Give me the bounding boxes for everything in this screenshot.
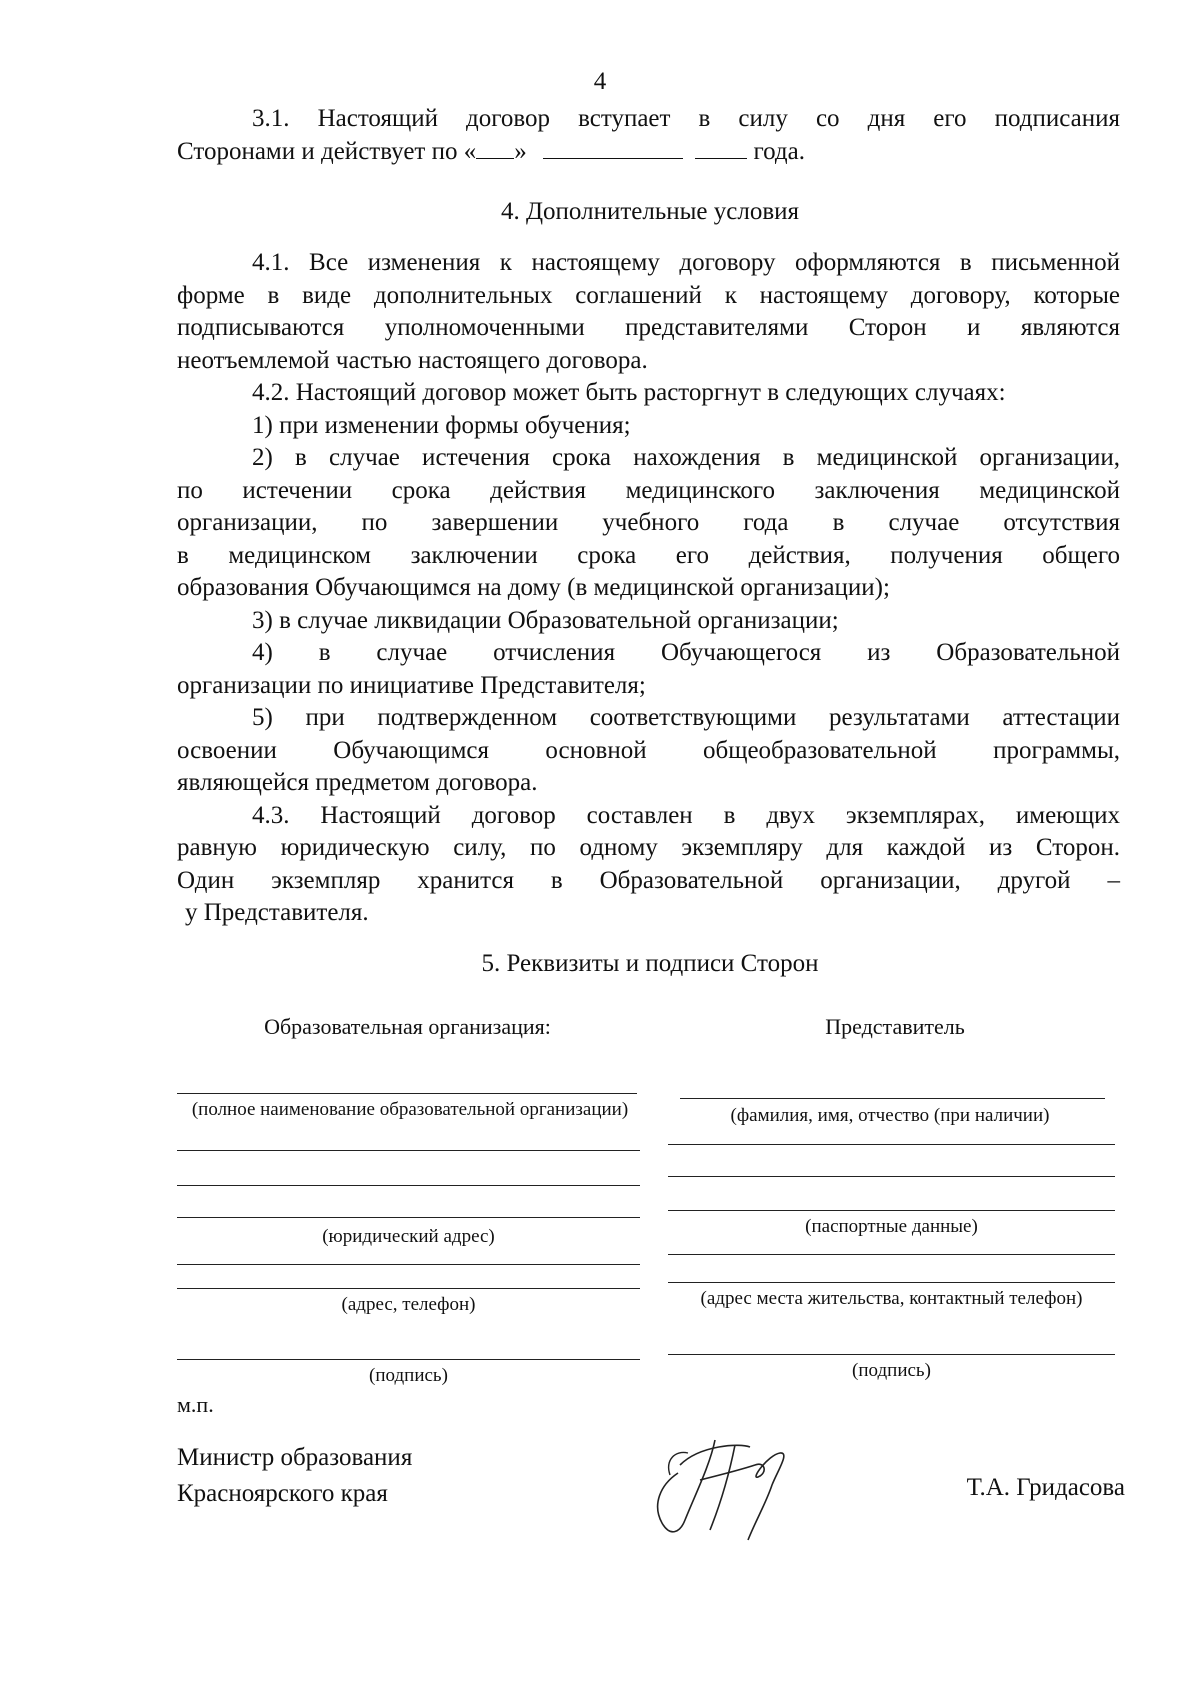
rep-passport-line [668,1210,1115,1211]
minister-position [177,1440,412,1512]
right-column-title: Представитель [825,1014,965,1039]
item-5-line1: 5) при подтвержденном соответствующими результатами аттестации [252,704,1120,731]
item-4-line2: организации по инициативе Представителя; [177,671,646,699]
item-1: 1) при изменении формы обучения; [252,411,631,439]
p4-2: 4.2. Настоящий договор может быть расторгнут в следующих случаях: [252,379,1006,406]
clause-3-1 [177,103,1120,168]
rep-extra-line-1 [668,1144,1115,1145]
p4-3-line4: у Представителя. [185,899,369,926]
rep-passport-caption: (паспортные данные) [805,1216,978,1237]
clause-3-1-line1: 3.1. Настоящий договор вступает в силу со дня его подписания [252,105,1120,132]
org-signature-caption: (подпись) [369,1365,448,1386]
clause-3-1-line2 [177,136,1120,169]
day-blank [476,138,514,159]
left-column-title: Образовательная организация: [264,1014,551,1039]
item-3: 3) в случае ликвидации Образовательной организации; [252,606,839,634]
item-2-line3: организации, по завершении учебного года в случае отсутствия [177,509,1120,536]
rep-contacts-line-2 [668,1282,1115,1283]
section-4-body [177,247,1120,930]
org-extra-line-1 [177,1150,640,1151]
org-contacts-line-2 [177,1288,640,1289]
org-name-caption: (полное наименование образовательной организации) [191,1099,629,1120]
minister-position-line1: Министр образования [177,1444,413,1471]
rep-signature-caption: (подпись) [852,1360,931,1381]
clause-3-1-prefix: Сторонами и действует по « [177,137,477,165]
p4-3-line1: 4.3. Настоящий договор составлен в двух экземплярах, имеющих [252,801,1120,829]
rep-name-line [680,1098,1105,1099]
item-2-line4: в медицинском заключении срока его действия, получения общего [177,541,1120,569]
rep-name-caption: (фамилия, имя, отчество (при наличии) [730,1105,1050,1126]
section-4-heading: 4. Дополнительные условия [500,198,799,225]
org-extra-line-2 [177,1185,640,1186]
org-address-line [177,1217,640,1218]
org-address-caption: (юридический адрес) [322,1226,495,1247]
org-name-line [177,1093,637,1094]
p4-3-line3: Один экземпляр хранится в Образовательной организации, другой – [177,866,1120,894]
handwritten-signature [640,1425,810,1545]
p4-3-line2: равную юридическую силу, по одному экземпляру для каждой из Сторон. [177,834,1120,861]
p4-1-line4: неотъемлемой частью настоящего договора. [177,346,648,374]
minister-position-line2: Красноярского края [177,1480,388,1507]
signer-name: Т.А. Гридасова [966,1474,1125,1501]
p4-1-line3: подписываются уполномоченными представителями Сторон и являются [177,314,1120,341]
org-contacts-caption: (адрес, телефон) [341,1294,476,1315]
clause-3-1-mid: » [514,137,527,165]
item-5-line2: освоении Обучающимся основной общеобразовательной программы, [177,736,1120,764]
clause-3-1-suffix: года. [753,137,805,165]
rep-contacts-caption: (адрес места жительства, контактный телефон) [700,1288,1083,1309]
p4-1-line2: форме в виде дополнительных соглашений к настоящему договору, которые [177,281,1120,309]
rep-extra-line-2 [668,1176,1115,1177]
year-blank [695,138,747,159]
stamp-placeholder: м.п. [177,1392,214,1417]
item-5-line3: являющейся предметом договора. [177,769,538,796]
org-signature-line [177,1359,640,1360]
month-blank [543,138,683,159]
section-5-heading: 5. Реквизиты и подписи Сторон [481,950,819,977]
item-2-line5: образования Обучающимся на дому (в медицинской организации); [177,574,890,601]
rep-contacts-line-1 [668,1254,1115,1255]
p4-1-line1: 4.1. Все изменения к настоящему договору оформляются в письменной [252,249,1120,276]
item-2-line2: по истечении срока действия медицинского заключения медицинской [177,476,1120,504]
org-contacts-line-1 [177,1264,640,1265]
page-number: 4 [593,68,607,95]
item-2-line1: 2) в случае истечения срока нахождения в медицинской организации, [252,444,1120,471]
item-4-line1: 4) в случае отчисления Обучающегося из Образовательной [252,639,1120,666]
rep-signature-line [668,1354,1115,1355]
